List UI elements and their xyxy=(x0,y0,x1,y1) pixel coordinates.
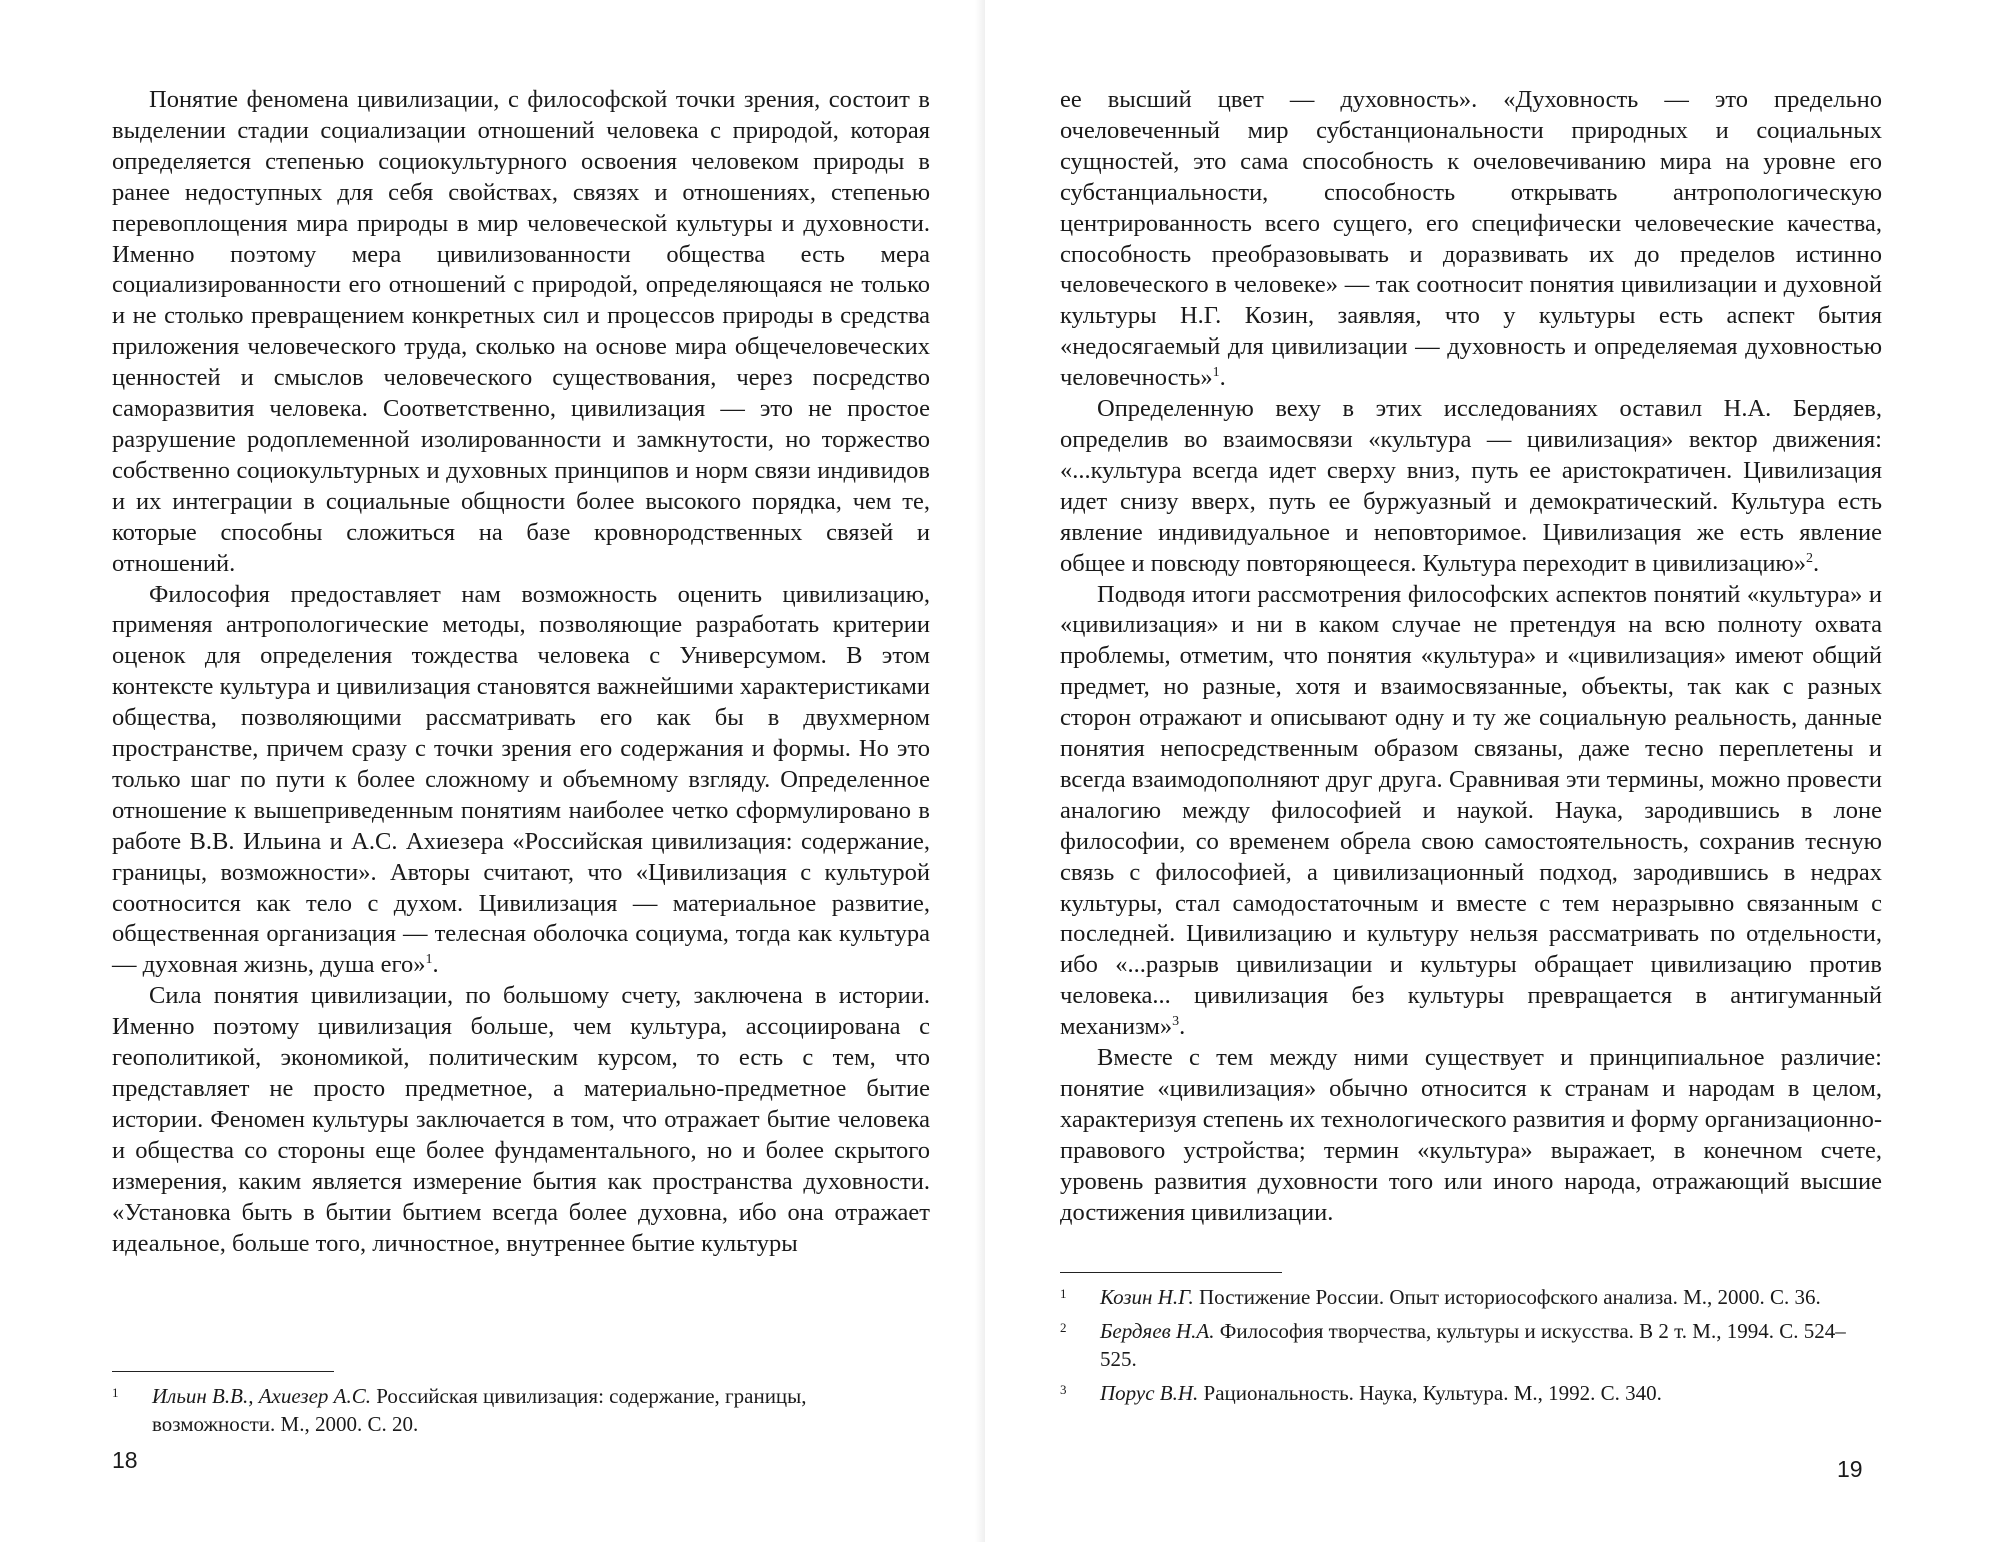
right-page xyxy=(985,0,2000,1542)
left-page-body xyxy=(112,85,930,1259)
footnote-text: Российская цивилизация: содержание, границы, возможности. М., 2000. С. 20. xyxy=(152,1384,807,1436)
footnotes xyxy=(112,1382,930,1444)
footnote-ref: 3 xyxy=(1172,1014,1180,1030)
footnote-number: 2 xyxy=(1060,1320,1067,1335)
footnote xyxy=(1060,1283,1882,1311)
footnotes xyxy=(1060,1283,1882,1413)
footnote-author: Козин Н.Г. xyxy=(1100,1285,1194,1309)
footnote-text: Постижение России. Опыт историософского анализа. М., 2000. С. 36. xyxy=(1199,1285,1821,1309)
footnote-author: Бердяев Н.А. xyxy=(1100,1319,1215,1343)
footnote xyxy=(112,1382,930,1438)
footnote-number: 3 xyxy=(1060,1382,1067,1397)
left-page xyxy=(0,0,985,1542)
right-page-body xyxy=(1060,85,1882,1229)
footnote-ref: 1 xyxy=(425,952,433,968)
page-number: 19 xyxy=(1837,1456,1863,1482)
footnote-separator xyxy=(1060,1272,1282,1273)
page-number: 18 xyxy=(112,1447,138,1473)
paragraph: Определенную веху в этих исследованиях оставил Н.А. Бердяев, определив во взаимосвязи «культура — цивилизация» вектор движения: «...культура всегда идет сверху вниз, путь ее аристократичен. Цивилизация идет снизу вверх, путь ее буржуазный и демократический. Культура есть явление индивидуальное и неповторимое. Цивилизация же есть явление общее и повсюду повторяющееся. Культура переходит в цивилизацию»$^2$. xyxy=(1060,395,1882,577)
footnote-separator xyxy=(112,1371,334,1372)
paragraph: Сила понятия цивилизации, по большому счету, заключена в истории. Именно поэтому цивилизация больше, чем культура, ассоциирована с геополитикой, экономикой, политическим курсом, то есть с тем, что представляет не просто предметное, а материально-предметное бытие истории. Феномен культуры заключается в том, что отражает бытие человека и общества со стороны еще более фундаментального, но и более скрытого измерения, каким является измерение бытия как пространства духовности. «Установка быть в бытии бытием всегда более духовна, ибо она отражает идеальное, больше того, личностное, внутреннее бытие культуры xyxy=(112,982,930,1257)
footnote-number: 1 xyxy=(1060,1286,1067,1301)
footnote-text: Рациональность. Наука, Культура. М., 1992. С. 340. xyxy=(1203,1381,1662,1405)
paragraph: ее высший цвет — духовность». «Духовность — это предельно очеловеченный мир субстанциональности природных и социальных сущностей, это сама способность к очеловечиванию мира на уровне его субстанциальности, способность открывать антропологическую центрированность всего сущего, его специфически человеческие качества, способность преобразовывать и доразвивать их до пределов истинно человеческого в человеке» — так соотносит понятия цивилизации и духовной культуры Н.Г. Козин, заявляя, что у культуры есть аспект бытия «недосягаемый для цивилизации — духовность и определяемая духовностью человечность»$^1$. xyxy=(1060,86,1882,392)
footnote-number: 1 xyxy=(112,1385,119,1400)
footnote xyxy=(1060,1379,1882,1407)
footnote-text: Философия творчества, культуры и искусства. В 2 т. М., 1994. С. 524–525. xyxy=(1100,1319,1846,1371)
footnote-author: Ильин В.В., Ахиезер А.С. xyxy=(152,1384,371,1408)
paragraph: Понятие феномена цивилизации, с философской точки зрения, состоит в выделении стадии социализации отношений человека с природой, которая определяется степенью социокультурного освоения человеком природы в ранее недоступных для себя свойствах, связях и отношениях, степенью перевоплощения мира природы в мир человеческой культуры и духовности. Именно поэтому мера цивилизованности общества есть мера социализированности его отношений с природой, определяющаяся не только и не столько превращением конкретных сил и процессов природы в средства приложения человеческого труда, сколько на основе мира общечеловеческих ценностей и смыслов человеческого существования, через посредство саморазвития человека. Соответственно, цивилизация — это не простое разрушение родоплеменной изолированности и замкнутости, но торжество собственно социокультурных и духовных принципов и норм связи индивидов и их интеграции в социальные общности более высокого порядка, чем те, которые способны сложиться на базе кровнородственных связей и отношений. xyxy=(112,86,930,577)
paragraph: Философия предоставляет нам возможность оценить цивилизацию, применяя антропологические методы, позволяющие разработать критерии оценок для определения тождества человека с Универсумом. В этом контексте культура и цивилизация становятся важнейшими характеристиками общества, позволяющими рассматривать его как бы в двухмерном пространстве, причем сразу с точки зрения его содержания и формы. Но это только шаг по пути к более сложному и объемному взгляду. Определенное отношение к вышеприведенным понятиям наиболее четко сформулировано в работе В.В. Ильина и А.С. Ахиезера «Российская цивилизация: содержание, границы, возможности». Авторы считают, что «Цивилизация с культурой соотносится как тело с духом. Цивилизация — материальное развитие, общественная организация — телесная оболочка социума, тогда как культура — духовная жизнь, душа его»$^1$. xyxy=(112,580,930,979)
paragraph: Подводя итоги рассмотрения философских аспектов понятий «культура» и «цивилизация» и ни в каком случае не претендуя на всю полноту охвата проблемы, отметим, что понятия «культура» и «цивилизация» имеют общий предмет, но разные, хотя и взаимосвязанные, объекты, так как с разных сторон отражают и описывают одну и ту же социальную реальность, данные понятия непосредственным образом связаны, даже тесно переплетены и всегда взаимодополняют друг друга. Сравнивая эти термины, можно провести аналогию между философией и наукой. Наука, зародившись в лоне философии, со временем обрела свою самостоятельность, сохранив тесную связь с философией, а цивилизационный подход, зародившись в недрах культуры, стал самодостаточным и вместе с тем неразрывно связанным с последней. Цивилизацию и культуру нельзя рассматривать по отдельности, ибо «...разрыв цивилизации и культуры обращает цивилизацию против человека... цивилизация без культуры превращается в антигуманный механизм»$^3$. xyxy=(1060,580,1882,1041)
footnote xyxy=(1060,1317,1882,1373)
footnote-ref: 2 xyxy=(1805,550,1813,566)
footnote-ref: 1 xyxy=(1212,365,1220,381)
paragraph: Вместе с тем между ними существует и принципиальное различие: понятие «цивилизация» обычно относится к странам и народам в целом, характеризуя степень их технологического развития и форму организационно-правового устройства; термин «культура» выражает, в конечном счете, уровень развития духовности того или иного народа, отражающий высшие достижения цивилизации. xyxy=(1060,1044,1882,1226)
footnote-author: Порус В.Н. xyxy=(1100,1381,1199,1405)
